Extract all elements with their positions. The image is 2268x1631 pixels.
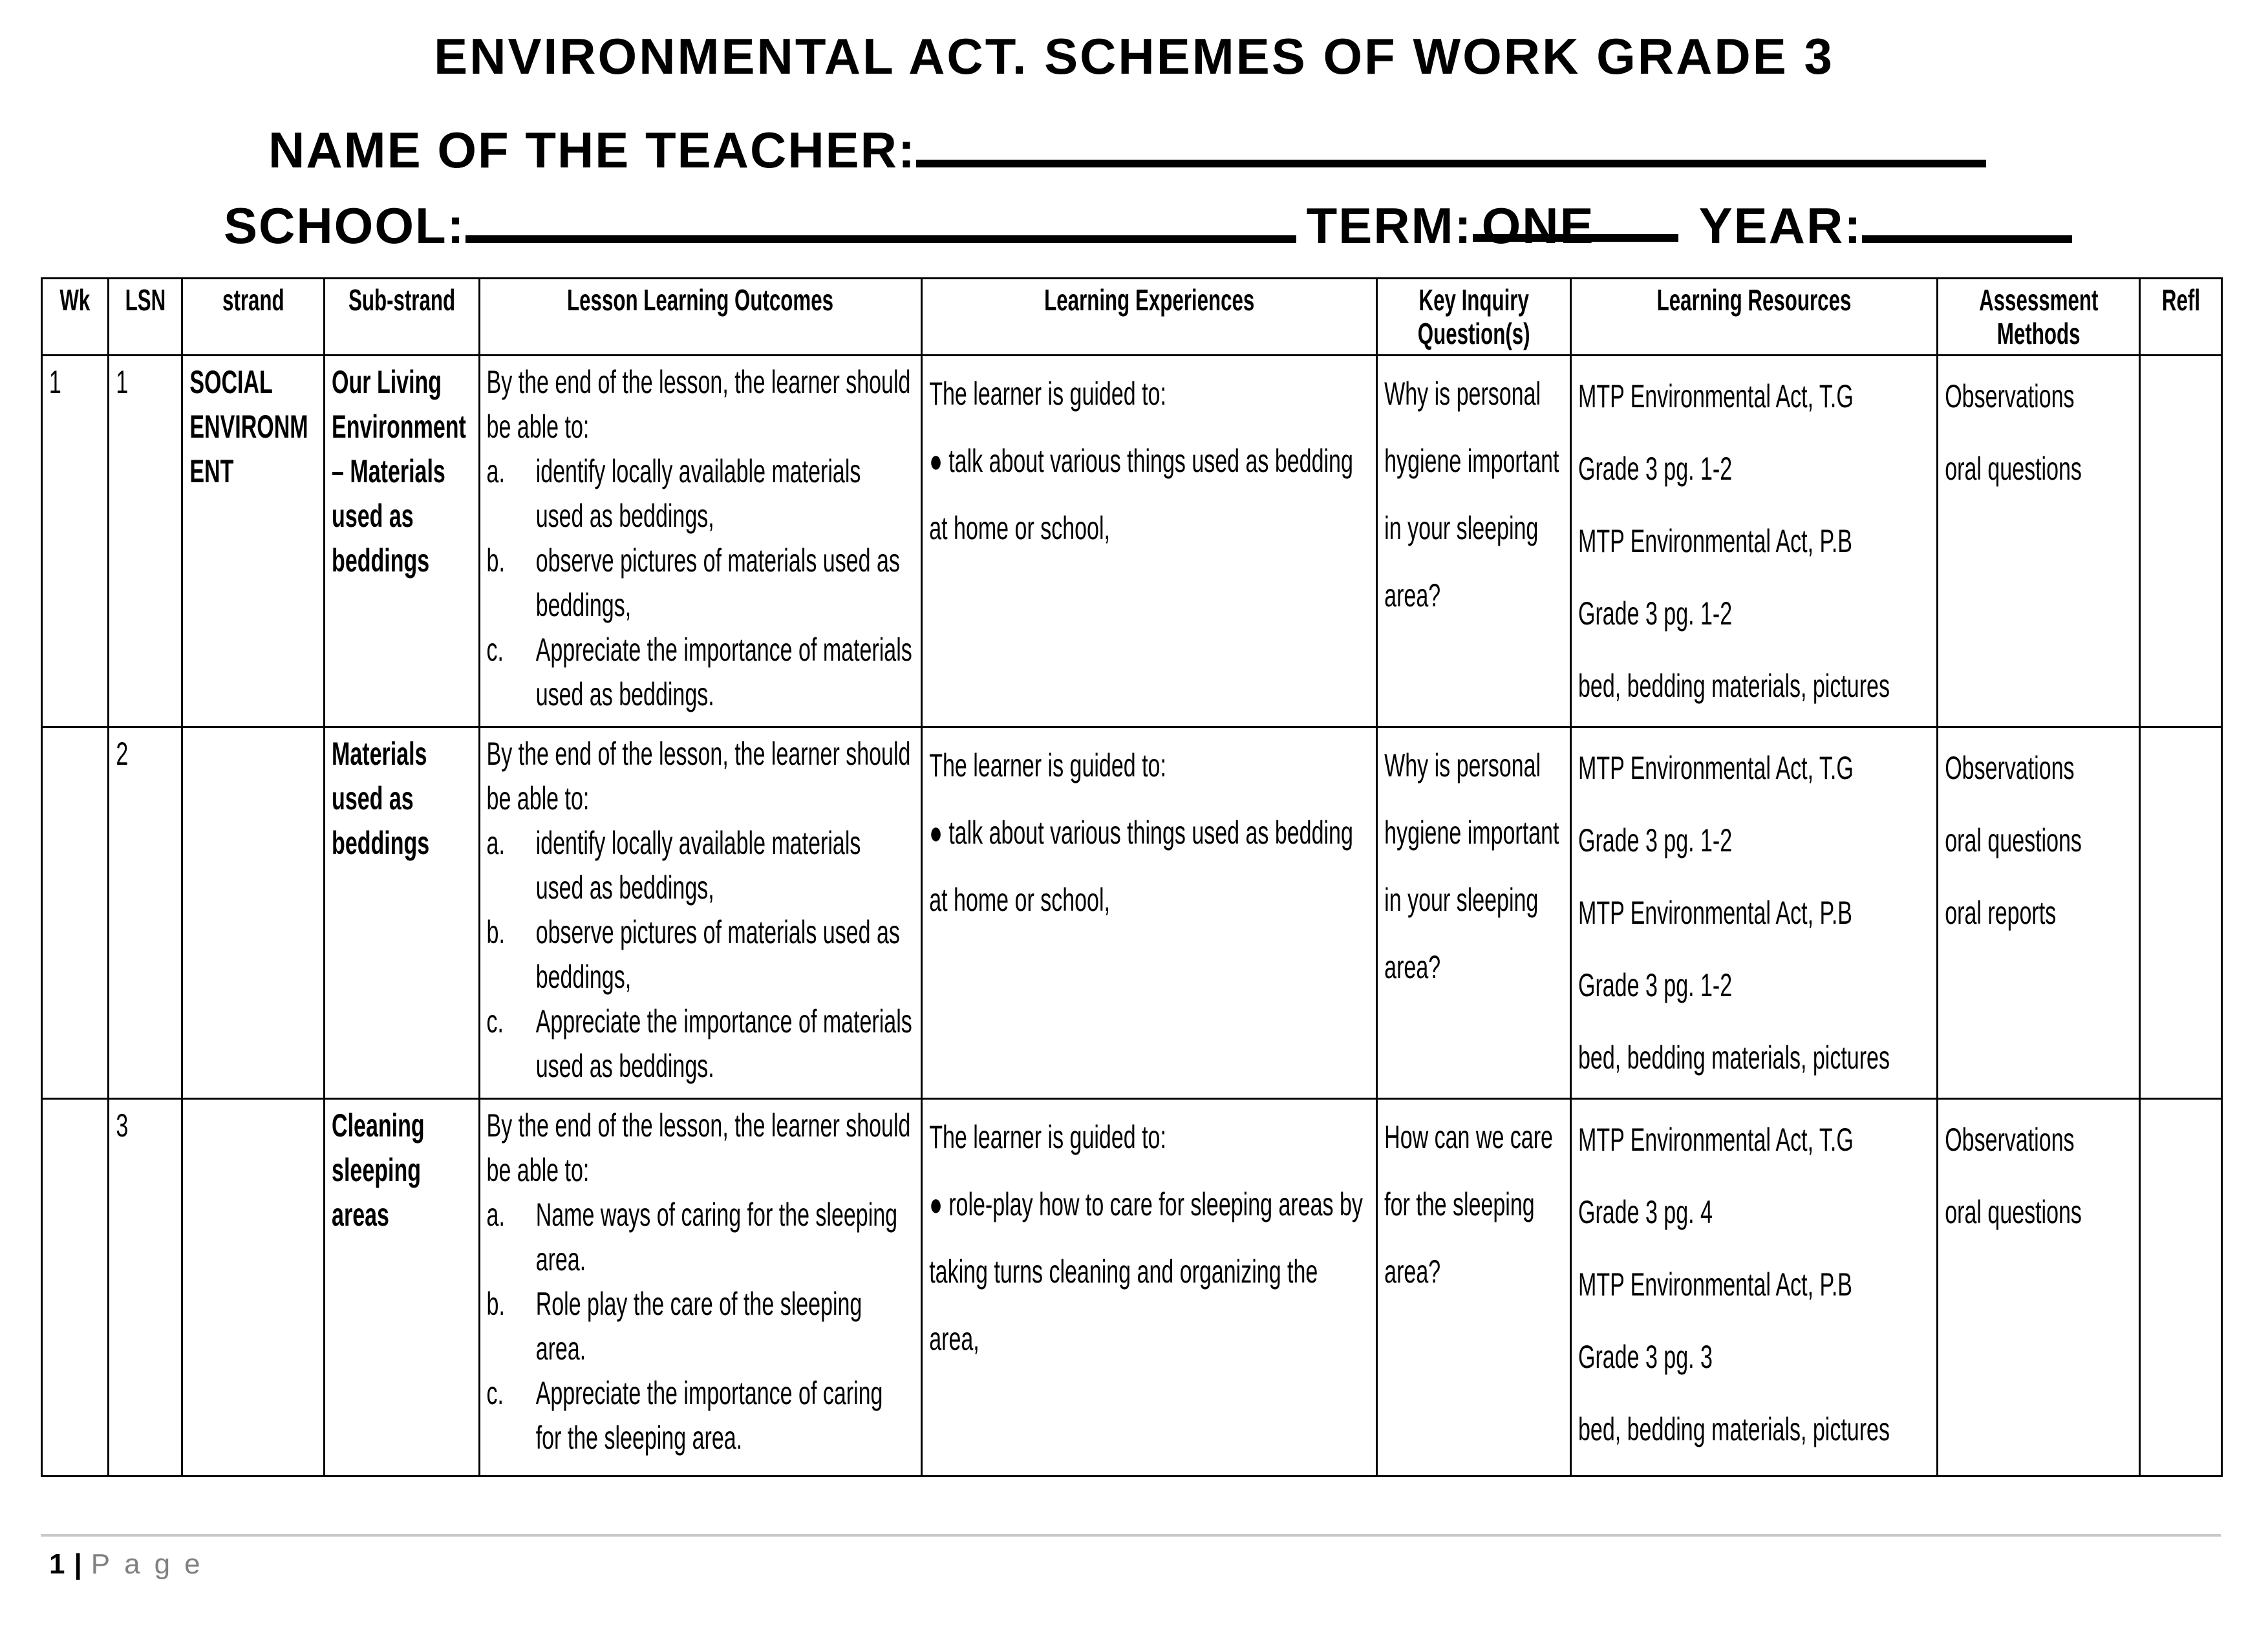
cell-refl: [2140, 727, 2222, 1099]
col-header-sub-strand: Sub-strand: [325, 279, 480, 356]
page-number: 1: [49, 1548, 65, 1580]
page-title: ENVIRONMENTAL ACT. SCHEMES OF WORK GRADE 3: [434, 28, 1834, 85]
resource-line: MTP Environmental Act, P.B: [1578, 1266, 1852, 1303]
outcome-item: c. Appreciate the importance of materials used as beddings.: [486, 1003, 913, 1084]
table-header-row: [42, 279, 2222, 356]
footer: [49, 1548, 2268, 1581]
assessment-line: Observations: [1945, 750, 2075, 786]
outcome-item: c. Appreciate the importance of materials used as beddings.: [486, 632, 913, 712]
cell-lsn: 2: [109, 727, 182, 1099]
cell-assessment: [1938, 727, 2140, 1099]
cell-key-inquiry: Why is personal hygiene important in your sleeping area?: [1377, 727, 1571, 1099]
cell-assessment: [1938, 356, 2140, 727]
cell-experiences: [922, 1099, 1377, 1476]
cell-outcomes: [480, 727, 922, 1099]
teacher-name-line: [268, 121, 2268, 180]
cell-lsn: 1: [109, 356, 182, 727]
assessment-line: oral questions: [1945, 1194, 2082, 1230]
col-header-resources: Learning Resources: [1571, 279, 1938, 356]
cell-outcomes: [480, 1099, 922, 1476]
experiences-intro: The learner is guided to:: [929, 1119, 1166, 1155]
cell-refl: [2140, 356, 2222, 727]
cell-strand: [182, 727, 325, 1099]
year-blank: [1862, 198, 2072, 243]
resource-line: MTP Environmental Act, T.G: [1578, 1122, 1854, 1158]
col-header-experiences: Learning Experiences: [922, 279, 1377, 356]
col-header-wk: Wk: [42, 279, 109, 356]
resource-line: Grade 3 pg. 1-2: [1578, 451, 1733, 487]
table-row: [42, 1099, 2222, 1476]
cell-resources: [1571, 1099, 1938, 1476]
resource-line: MTP Environmental Act, P.B: [1578, 895, 1852, 931]
cell-strand: [182, 1099, 325, 1476]
cell-wk: [42, 727, 109, 1099]
cell-strand: SOCIAL ENVIRONMENT: [182, 356, 325, 727]
outcomes-intro: By the end of the lesson, the learner should be able to:: [486, 736, 911, 816]
col-header-refl: Refl: [2140, 279, 2222, 356]
outcomes-intro: By the end of the lesson, the learner should be able to:: [486, 364, 911, 445]
outcome-item: b. observe pictures of materials used as beddings,: [486, 542, 901, 623]
experiences-bullet: ● talk about various things used as bedding at home or school,: [929, 443, 1353, 546]
col-header-assessment: Assessment Methods: [1938, 279, 2140, 356]
cell-key-inquiry: Why is personal hygiene important in your sleeping area?: [1377, 356, 1571, 727]
term-value: ONE: [1481, 197, 1595, 254]
outcome-item: a. identify locally available materials used as beddings,: [486, 453, 861, 534]
outcome-item: c. Appreciate the importance of caring for the sleeping area.: [486, 1375, 883, 1456]
cell-sub-strand: Cleaning sleeping areas: [325, 1099, 480, 1476]
resource-line: Grade 3 pg. 1-2: [1578, 595, 1733, 632]
resource-line: Grade 3 pg. 1-2: [1578, 822, 1733, 858]
assessment-line: oral questions: [1945, 451, 2082, 487]
experiences-bullet: ● talk about various things used as bedding at home or school,: [929, 815, 1353, 918]
table-row: [42, 356, 2222, 727]
experiences-intro: The learner is guided to:: [929, 747, 1166, 784]
school-blank: [465, 198, 1296, 243]
assessment-line: oral questions: [1945, 822, 2082, 858]
resource-line: bed, bedding materials, pictures: [1578, 1411, 1890, 1447]
table-row: [42, 727, 2222, 1099]
cell-outcomes: [480, 356, 922, 727]
term-label: TERM:: [1306, 197, 1473, 254]
cell-lsn: 3: [109, 1099, 182, 1476]
outcome-item: a. Name ways of caring for the sleeping area.: [486, 1197, 898, 1277]
cell-sub-strand: Our Living Environment – Materials used as beddings: [325, 356, 480, 727]
resource-line: bed, bedding materials, pictures: [1578, 668, 1890, 704]
col-header-lsn: LSN: [109, 279, 182, 356]
assessment-line: Observations: [1945, 1122, 2075, 1158]
assessment-line: oral reports: [1945, 895, 2056, 931]
col-header-outcomes: Lesson Learning Outcomes: [480, 279, 922, 356]
resource-line: MTP Environmental Act, T.G: [1578, 750, 1854, 786]
cell-resources: [1571, 727, 1938, 1099]
cell-sub-strand: Materials used as beddings: [325, 727, 480, 1099]
cell-experiences: [922, 356, 1377, 727]
page-number-separator: |: [74, 1548, 82, 1580]
school-label: SCHOOL:: [224, 197, 465, 254]
col-header-key-inquiry: Key Inquiry Question(s): [1377, 279, 1571, 356]
cell-wk: 1: [42, 356, 109, 727]
outcome-item: b. observe pictures of materials used as beddings,: [486, 914, 901, 995]
resource-line: MTP Environmental Act, T.G: [1578, 378, 1854, 414]
school-term-year-line: [224, 197, 2268, 255]
cell-wk: [42, 1099, 109, 1476]
resource-line: Grade 3 pg. 1-2: [1578, 967, 1733, 1003]
resource-line: Grade 3 pg. 3: [1578, 1339, 1713, 1375]
cell-refl: [2140, 1099, 2222, 1476]
outcome-item: a. identify locally available materials used as beddings,: [486, 825, 861, 906]
page-word: Page: [91, 1548, 215, 1580]
outcomes-intro: By the end of the lesson, the learner should be able to:: [486, 1107, 911, 1188]
col-header-strand: strand: [182, 279, 325, 356]
teacher-name-blank: [916, 122, 1986, 167]
cell-experiences: [922, 727, 1377, 1099]
cell-key-inquiry: How can we care for the sleeping area?: [1377, 1099, 1571, 1476]
resource-line: MTP Environmental Act, P.B: [1578, 523, 1852, 559]
outcome-item: b. Role play the care of the sleeping area.: [486, 1286, 862, 1367]
teacher-name-label: NAME OF THE TEACHER:: [268, 122, 916, 178]
schemes-of-work-table: [41, 277, 2223, 1477]
cell-resources: [1571, 356, 1938, 727]
cell-assessment: [1938, 1099, 2140, 1476]
year-label: YEAR:: [1698, 197, 1863, 254]
footer-divider: [41, 1534, 2221, 1537]
term-blank: [1473, 197, 1678, 254]
resource-line: bed, bedding materials, pictures: [1578, 1039, 1890, 1076]
experiences-intro: The learner is guided to:: [929, 376, 1166, 412]
resource-line: Grade 3 pg. 4: [1578, 1194, 1713, 1230]
assessment-line: Observations: [1945, 378, 2075, 414]
experiences-bullet: ● role-play how to care for sleeping areas by taking turns cleaning and organizing the area,: [929, 1186, 1363, 1357]
